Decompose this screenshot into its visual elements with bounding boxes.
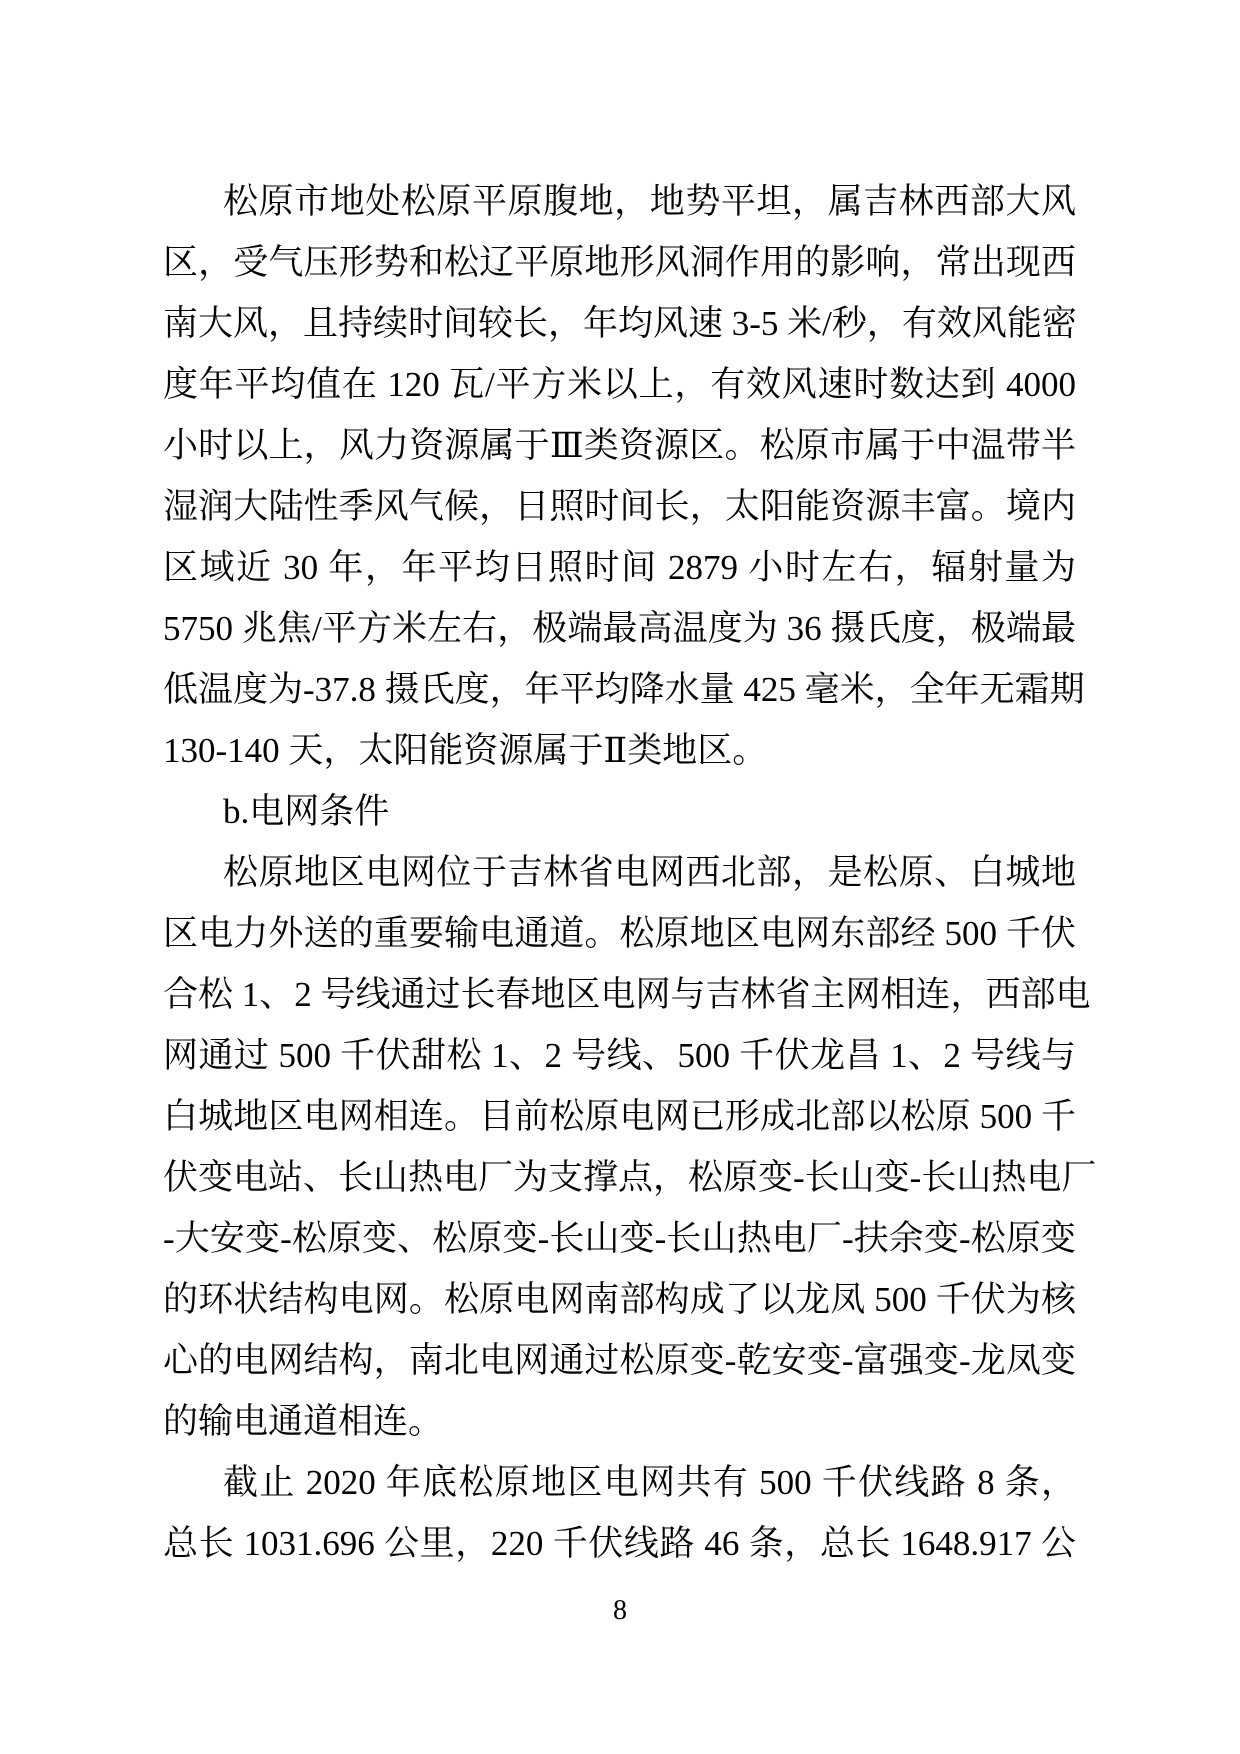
text-line: 合松 1、2 号线通过长春地区电网与吉林省主网相连，西部电 [163,975,1091,1014]
text-line: 区域近 30 年，年平均日照时间 2879 小时左右，辐射量为 [163,548,1076,587]
text-line: 区，受气压形势和松辽平原地形风洞作用的影响，常出现西 [163,243,1076,282]
text-line: 的输电通道相连。 [163,1402,444,1441]
text-line: 低温度为-37.8 摄氏度，年平均降水量 425 毫米，全年无霜期 [163,670,1085,709]
text-line: 的环状结构电网。松原电网南部构成了以龙凤 500 千伏为核 [163,1280,1076,1319]
text-line: 截止 2020 年底松原地区电网共有 500 千伏线路 8 条， [223,1463,1076,1502]
text-line: 松原地区电网位于吉林省电网西北部，是松原、白城地 [223,853,1076,892]
text-line: 130-140 天，太阳能资源属于Ⅱ类地区。 [163,731,768,770]
text-line: -大安变-松原变、松原变-长山变-长山热电厂-扶余变-松原变 [163,1219,1076,1258]
document-body [163,171,1097,1574]
text-line: 度年平均值在 120 瓦/平方米以上，有效风速时数达到 4000 [163,365,1076,404]
heading-grid-conditions [163,781,1076,842]
text-line: 松原市地处松原平原腹地，地势平坦，属吉林西部大风 [223,182,1076,221]
paragraph-climate-wind-solar [163,171,1085,781]
paragraph-grid-structure [163,842,1097,1452]
text-line: 南大风，且持续时间较长，年均风速 3-5 米/秒，有效风能密 [163,304,1077,343]
text-line: b.电网条件 [223,792,390,831]
text-line: 心的电网结构，南北电网通过松原变-乾安变-富强变-龙凤变 [163,1341,1076,1380]
text-line: 伏变电站、长山热电厂为支撑点，松原变-长山变-长山热电厂 [163,1158,1097,1197]
paragraph-grid-statistics [163,1452,1076,1574]
text-line: 区电力外送的重要输电通道。松原地区电网东部经 500 千伏 [163,914,1076,953]
text-line: 小时以上，风力资源属于Ⅲ类资源区。松原市属于中温带半 [163,426,1076,465]
text-line: 总长 1031.696 公里，220 千伏线路 46 条，总长 1648.917 公 [163,1524,1076,1563]
text-line: 湿润大陆性季风气候，日照时间长，太阳能资源丰富。境内 [163,487,1076,526]
text-line: 网通过 500 千伏甜松 1、2 号线、500 千伏龙昌 1、2 号线与 [163,1036,1076,1075]
text-line: 白城地区电网相连。目前松原电网已形成北部以松原 500 千 [163,1097,1076,1136]
page-number: 8 [613,1595,627,1626]
text-line: 5750 兆焦/平方米左右，极端最高温度为 36 摄氏度，极端最 [163,609,1076,648]
page-footer [0,1594,1240,1628]
